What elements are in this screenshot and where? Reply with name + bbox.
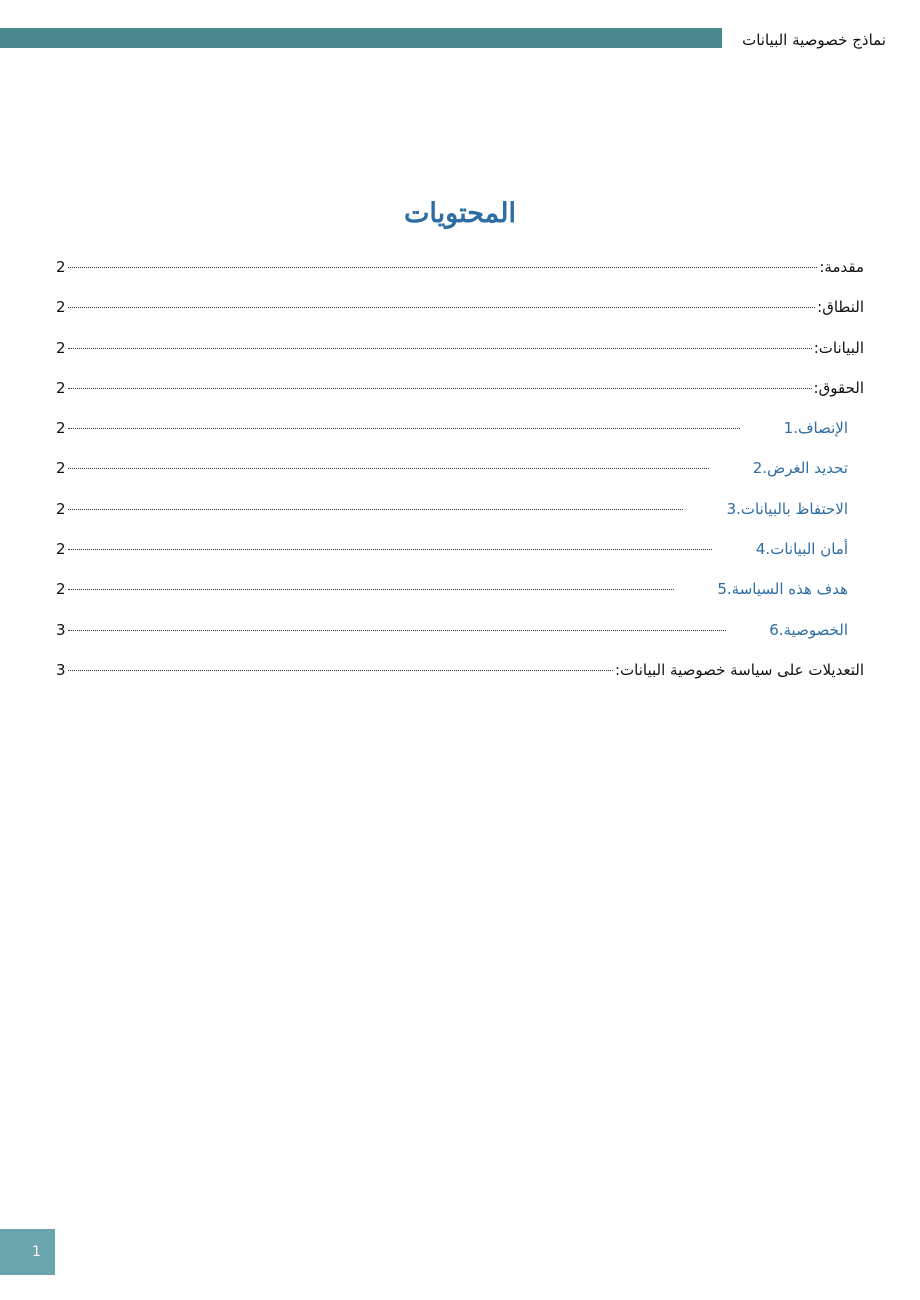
toc-leader-dots	[68, 307, 815, 308]
toc-leader-dots	[68, 348, 812, 349]
footer-page-number: 1	[32, 1244, 41, 1260]
toc-leader-dots	[68, 388, 812, 389]
toc-entry-introduction[interactable]	[56, 252, 864, 292]
toc-leader-dots	[68, 468, 709, 469]
toc-entry-number: 2.	[752, 459, 768, 478]
toc-entry-data-retention[interactable]	[56, 494, 864, 534]
toc-leader-dots	[68, 589, 674, 590]
toc-entry-label: 3. الاحتفاظ بالبيانات	[685, 494, 848, 524]
toc-page-number: 2	[56, 378, 66, 397]
header-accent-bar	[0, 28, 722, 48]
toc-entry-scope[interactable]	[56, 292, 864, 332]
toc-entry-label: مقدمة:	[819, 258, 864, 276]
toc-page-number: 2	[56, 540, 66, 559]
toc-entry-number: 6.	[769, 620, 784, 639]
toc-entry-label: 2. تحديد الغرض	[711, 453, 848, 483]
document-header-title: نماذج خصوصية البيانات	[742, 31, 886, 49]
toc-heading: المحتويات	[403, 198, 517, 229]
toc-entry-label: 6. الخصوصية	[728, 615, 848, 645]
toc-entry-number: 4.	[755, 540, 771, 559]
toc-leader-dots	[68, 509, 683, 510]
toc-entry-purpose-limitation[interactable]	[56, 453, 864, 493]
toc-entry-label: 5. هدف هذه السياسة	[676, 574, 848, 604]
toc-page-number: 2	[56, 258, 66, 276]
toc-page-number: 3	[56, 620, 66, 639]
toc-entry-policy-amendments[interactable]	[56, 655, 864, 695]
toc-entry-data[interactable]	[56, 333, 864, 373]
toc-page-number: 3	[56, 660, 66, 679]
toc-entry-fairness[interactable]	[56, 413, 864, 453]
footer-page-number-box	[0, 1229, 55, 1275]
toc-leader-dots	[68, 428, 740, 429]
toc-page-number: 2	[56, 419, 66, 438]
toc-leader-dots	[68, 549, 712, 550]
toc-page-number: 2	[56, 580, 66, 599]
toc-page-number: 2	[56, 338, 66, 357]
toc-page-number: 2	[56, 499, 66, 518]
toc-entry-label: النطاق:	[817, 298, 864, 317]
toc-entry-policy-goal[interactable]	[56, 574, 864, 614]
toc-entry-label: الحقوق:	[813, 378, 864, 397]
toc-page-number: 2	[56, 298, 66, 317]
toc-entry-number: 1.	[783, 419, 798, 438]
toc-entry-label: 1. الإنصاف	[742, 413, 848, 443]
toc-entry-label: التعديلات على سياسة خصوصية البيانات:	[614, 660, 864, 679]
toc-leader-dots	[68, 630, 726, 631]
toc-leader-dots	[68, 670, 613, 671]
toc-page-number: 2	[56, 459, 66, 478]
toc-entry-rights[interactable]	[56, 373, 864, 413]
toc-entry-number: 5.	[717, 580, 732, 599]
toc-entry-privacy[interactable]	[56, 615, 864, 655]
table-of-contents	[56, 252, 864, 695]
toc-entry-number: 3.	[726, 499, 741, 518]
toc-entry-label: 4. أمان البيانات	[714, 534, 848, 564]
toc-entry-label: البيانات:	[813, 338, 864, 357]
toc-entry-data-security[interactable]	[56, 534, 864, 574]
toc-leader-dots	[68, 267, 817, 268]
